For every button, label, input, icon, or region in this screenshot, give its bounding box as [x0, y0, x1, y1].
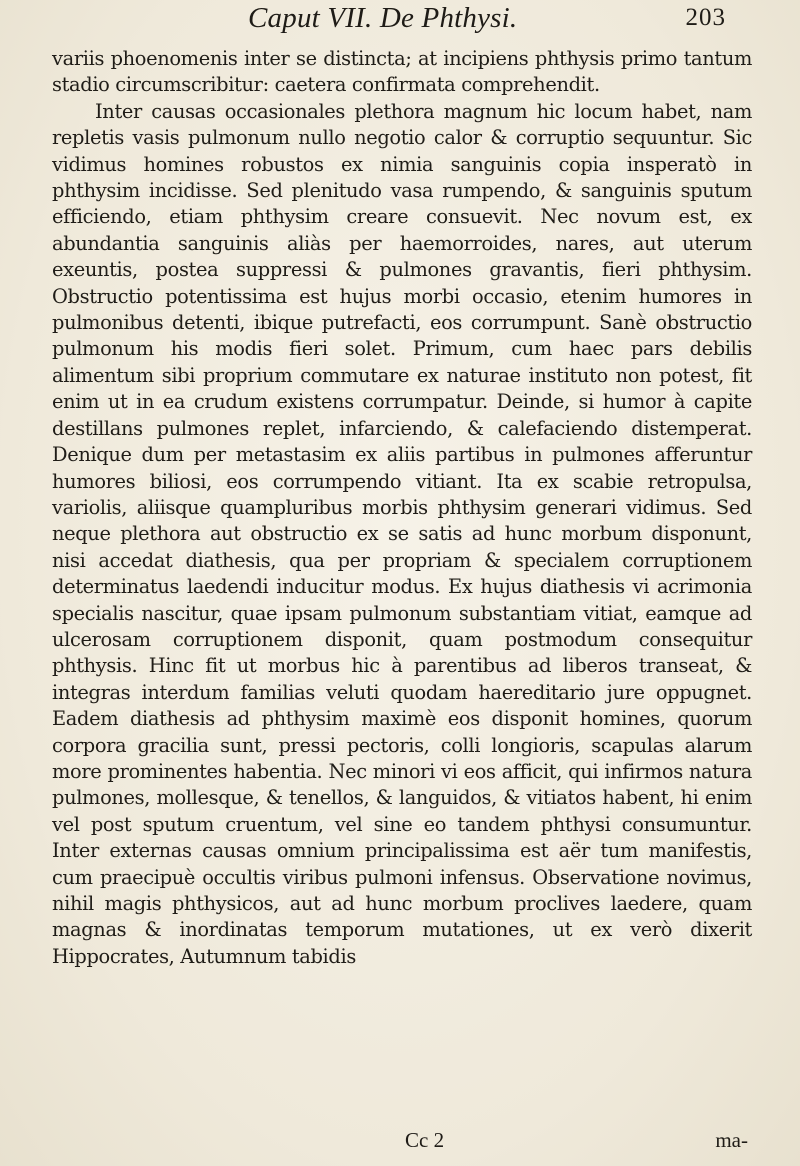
paragraph: Inter causas occasionales plethora magnum hic locum habet, nam repletis vasis pulmonum nullo negotio calor & corruptio sequuntur. Sic vidimus homines robustos ex nimia sanguinis copia insperatò in phthysim incidisse. Sed plenitudo vasa rumpendo, & sanguinis sputum efficiendo, etiam phthysim creare consuevit. Nec novum est, ex abundantia sanguinis aliàs per haemorroides, nares, aut uterum exeuntis, postea suppressi & pulmones gravantis, fieri phthysim. Obstructio potentissima est hujus morbi occasio, etenim humores in pulmonibus detenti, ibique putrefacti, eos corrumpunt. Sanè obstructio pulmonum his modis fieri solet. Primum, cum haec pars debilis alimentum sibi proprium commutare ex naturae instituto non potest, fit enim ut in ea crudum existens corrumpatur. Deinde, si humor à capite destillans pulmones replet, infarciendo, & calefaciendo distemperat. Denique dum per metastasim ex aliis partibus in pulmones afferuntur humores biliosi, eos corrumpendo vitiant. Ita ex scabie retropulsa, variolis, aliisque quampluribus morbis phthysim generari vidimus. Sed neque plethora aut obstructio ex se satis ad hunc morbum disponunt, nisi accedat diathesis, qua per propriam & specialem corruptionem determinatus laedendi inducitur modus. Ex hujus diathesis vi acrimonia specialis nascitur, quae ipsam pulmonum substantiam vitiat, eamque ad ulcerosam corruptionem disponit, quam postmodum consequitur phthysis. Hinc fit ut morbus hic à parentibus ad liberos transeat, & integras interdum familias veluti quodam haereditario jure oppugnet. Eadem diathesis ad phthysim maximè eos disponit homines, quorum corpora gracilia sunt, pressi pectoris, colli longioris, scapulas alarum more prominentes habentia. Nec minori vi eos afficit, qui infirmos natura pulmones, mollesque, & tenellos, & languidos, & vitiatos habent, hi enim vel post sputum cruentum, vel sine eo tandem phthysi consumuntur. Inter externas causas omnium principalissima est aër tum manifestis, cum praecipuè occultis viribus pulmoni infensus. Observatione novimus, nihil magis phthysicos, aut ad hunc morbum proclives laedere, quam magnas & inordinatas temporum mutationes, ut ex verò dixerit Hippocrates, Autumnum tabidis [52, 99, 752, 968]
body-text [52, 46, 752, 970]
chapter-title: Caput VII. De Phthysi. [248, 2, 518, 34]
catchword: ma- [715, 1128, 748, 1152]
page-footer [0, 1128, 800, 1158]
signature-mark: Cc 2 [405, 1128, 445, 1152]
page-number: 203 [685, 4, 726, 31]
paragraph: variis phoenomenis inter se distincta; at incipiens phthysis primo tantum stadio circumscribitur: caetera confirmata comprehendit. [52, 47, 752, 97]
running-head [0, 0, 800, 40]
